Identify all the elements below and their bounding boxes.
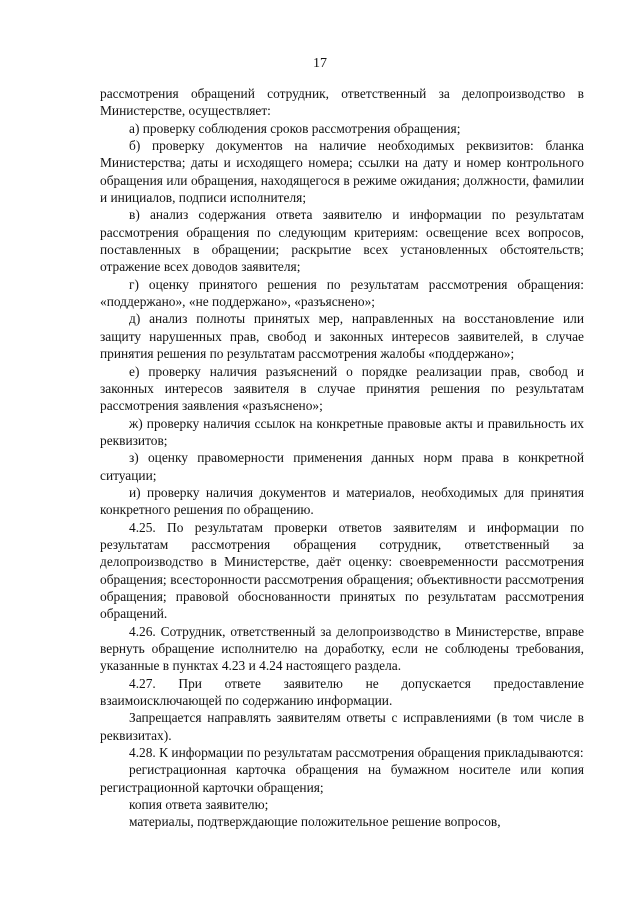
document-body <box>100 85 584 831</box>
paragraph-continuation: рассмотрения обращений сотрудник, ответственный за делопроизводство в Министерстве, осуществляет: <box>100 86 584 119</box>
paragraph-prohibition: Запрещается направлять заявителям ответы с исправлениями (в том числе в реквизитах). <box>100 710 584 743</box>
paragraph-item-a: а) проверку соблюдения сроков рассмотрения обращения; <box>129 120 461 136</box>
paragraph-item-zh: ж) проверку наличия ссылок на конкретные правовые акты и правильность их реквизитов; <box>100 415 584 448</box>
paragraph-item-v: в) анализ содержания ответа заявителю и информации по результатам рассмотрения обращения по следующим критериям: освещение всех вопросов, поставленных в обращении; раскрытие всех установленных обстоятельств; отражение всех доводов заявителя; <box>100 207 584 275</box>
paragraph-4-27: 4.27. При ответе заявителю не допускается предоставление взаимоисключающей по содержанию информации. <box>100 675 584 709</box>
paragraph-item-z: з) оценку правомерности применения данных норм права в конкретной ситуации; <box>100 450 584 483</box>
paragraph-item-i: и) проверку наличия документов и материалов, необходимых для принятия конкретного решения по обращению. <box>100 484 584 518</box>
paragraph-4-28: 4.28. К информации по результатам рассмотрения обращения прикладываются: <box>129 745 584 761</box>
paragraph-4-26: 4.26. Сотрудник, ответственный за делопроизводство в Министерстве, вправе вернуть обращение исполнителю на доработку, если не соблюдены требования, указанные в пунктах 4.23 и 4.24 настоящего раздела. <box>100 623 584 674</box>
paragraph-reply-copy: копия ответа заявителю; <box>129 797 269 813</box>
paragraph-item-g: г) оценку принятого решения по результатам рассмотрения обращения: «поддержано», «не поддержано», «разъяснено»; <box>100 276 584 310</box>
page-number: 17 <box>313 56 327 71</box>
paragraph-4-25: 4.25. По результатам проверки ответов заявителям и информации по результатам рассмотрения обращения сотрудник, ответственный за делопроизводство в Министерстве, даёт оценку: своевременности рассмотрения обращения; всесторонности рассмотрения обращения; объективности рассмотрения обращения; правовой обоснованности принятых по результатам рассмотрения обращений. <box>100 519 584 622</box>
paragraph-registration-card: регистрационная карточка обращения на бумажном носителе или копия регистрационной карточки обращения; <box>100 762 584 795</box>
paragraph-item-d: д) анализ полноты принятых мер, направленных на восстановление или защиту нарушенных прав, свобод и законных интересов заявителей, в случае принятия решения по результатам рассмотрения жалобы «поддержано»; <box>100 311 584 362</box>
paragraph-item-b: б) проверку документов на наличие необходимых реквизитов: бланка Министерства; даты и исходящего номера; ссылки на дату и номер контрольного обращения или обращения, находящегося в режиме ожидания; должности, фамилии и инициалов, подписи исполнителя; <box>100 138 584 206</box>
paragraph-item-e: е) проверку наличия разъяснений о порядке реализации прав, свобод и законных интересов заявителя в случае принятия решения по результатам рассмотрения заявления «разъяснено»; <box>100 363 584 414</box>
paragraph-materials: материалы, подтверждающие положительное решение вопросов, <box>129 814 501 830</box>
